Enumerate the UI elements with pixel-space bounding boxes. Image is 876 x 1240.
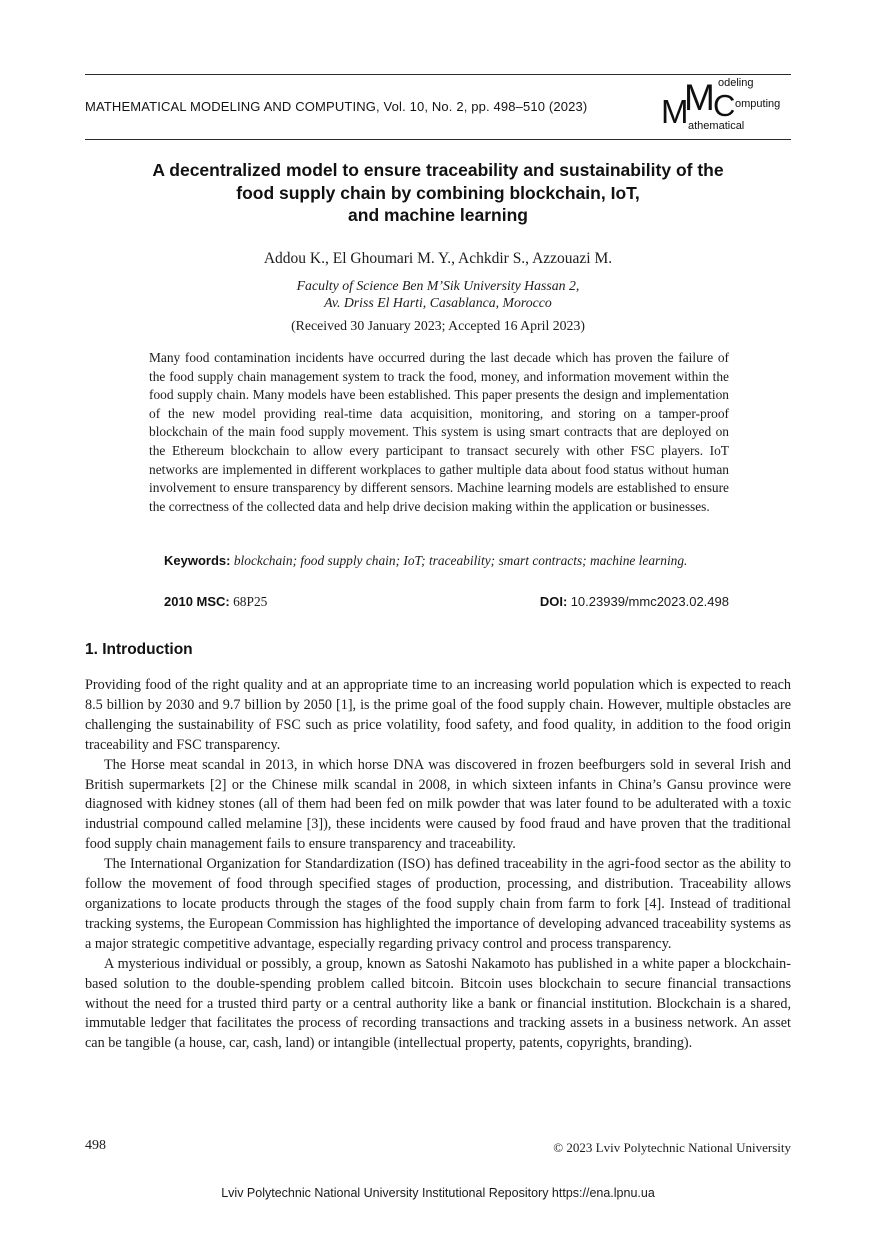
paper-title-line3: and machine learning — [348, 205, 528, 225]
msc-label: 2010 MSC: — [164, 594, 230, 609]
received-accepted-line: (Received 30 January 2023; Accepted 16 April 2023) — [291, 318, 585, 333]
journal-title-line: MATHEMATICAL MODELING AND COMPUTING, Vol. 10, No. 2, pp. 498–510 (2023) — [85, 99, 588, 114]
paper-title-line1: A decentralized model to ensure traceability and sustainability of the — [152, 160, 724, 180]
keywords-text: blockchain; food supply chain; IoT; traceability; smart contracts; machine learning. — [233, 553, 688, 568]
affiliation — [85, 277, 791, 311]
doi-label: DOI: — [539, 594, 568, 609]
paragraph: The International Organization for Standardization (ISO) has defined traceability in the agri-food sector as the ability to follow the movement of food through specified stages of production, processing, and distribution. Traceability allows organizations to locate products through the stages of the food supply chain from farm to fork [4]. Instead of traditional tracking systems, the European Commission has highlighted the importance of developing advanced traceability systems as a major strategic competitive advantage, especially regarding privacy control and process transparency. — [85, 856, 791, 952]
msc-doi-row — [149, 594, 729, 610]
abstract-text: Many food contamination incidents have occurred during the last decade which has proven the failure of the food supply chain management system to track the food, money, and information movement within the food supply chain. Many models have been established. This paper presents the design and implementation of the new model providing real-time data acquisition, monitoring, and storing on a tamper-proof blockchain of the main food supply movement. This system is using smart contracts that are deployed on the Ethereum blockchain to allow every participant to transact securely with other FSC players. IoT networks are implemented in different workplaces to gather multiple data about food status without human involvement to ensure transparency by different sensors. Machine learning models are established to ensure the correctness of the collected data and help drive decision making within the application or businesses. — [149, 350, 729, 514]
doi-entry — [540, 594, 729, 610]
paper-title-line2: food supply chain by combining blockchain, IoT, — [236, 182, 640, 203]
paragraph: The Horse meat scandal in 2013, in which horse DNA was discovered in frozen beefburgers sold in several Irish and British supermarkets [2] or the Chinese milk scandal in 2008, in which sixteen infants in China’s Gansu province were diagnosed with kidney stones (all of them had been fed on milk powder that was later found to be adulterated with a toxic industrial compound called melamine [3]), these incidents were caused by food fraud and have proven that the traditional food supply chain management fails to ensure transparency and traceability. — [85, 756, 791, 853]
logo-letter-m2: M — [684, 77, 715, 118]
logo-letter-m1: M — [661, 93, 689, 130]
affiliation-line2: Av. Driss El Harti, Casablanca, Morocco — [324, 295, 552, 310]
authors-line: Addou K., El Ghoumari M. Y., Achkdir S., Azzouazi M. — [263, 250, 613, 267]
page-number: 498 — [85, 1138, 106, 1153]
keywords-label: Keywords: — [164, 553, 231, 568]
repository-line: Lviv Polytechnic National University Institutional Repository https://ena.lpnu.ua — [221, 1186, 655, 1200]
msc-entry — [149, 594, 267, 610]
copyright-line: © 2023 Lviv Polytechnic National University — [553, 1140, 791, 1155]
keywords-block — [149, 552, 729, 570]
mmc-journal-logo-icon — [661, 77, 789, 137]
section-heading-introduction: 1. Introduction — [85, 641, 193, 658]
msc-value: 68P25 — [233, 594, 268, 609]
logo-letter-c: C — [713, 88, 736, 123]
logo-word-mathematical: athematical — [688, 120, 745, 132]
logo-word-computing: omputing — [735, 98, 781, 110]
doi-value: 10.23939/mmc2023.02.498 — [570, 594, 729, 609]
introduction-body — [85, 676, 791, 1054]
paragraph: A mysterious individual or possibly, a group, known as Satoshi Nakamoto has published in a white paper a blockchain-based solution to the double-spending problem called bitcoin. Bitcoin uses blockchain to secure financial transactions without the need for a trusted third party or a central authority like a bank or financial institution. Blockchain is a shared, immutable ledger that facilitates the process of recording transactions and tracking assets in a business network. An asset can be tangible (a house, car, cash, land) or intangible (intellectual property, patents, copyrights, branding). — [85, 955, 791, 1052]
paragraph: Providing food of the right quality and at an appropriate time to an increasing world population which is expected to reach 8.5 billion by 2030 and 9.7 billion by 2050 [1], is the prime goal of the food supply chain. However, multiple obstacles are challenging the sustainability of FSC such as price volatility, food safety, and food quality, in addition to the food origin traceability and FSC transparency. — [85, 677, 791, 753]
page-header — [85, 74, 791, 140]
logo-word-modeling: odeling — [718, 77, 754, 89]
paper-title — [85, 159, 791, 227]
affiliation-line1: Faculty of Science Ben M’Sik University Hassan 2, — [296, 278, 580, 293]
